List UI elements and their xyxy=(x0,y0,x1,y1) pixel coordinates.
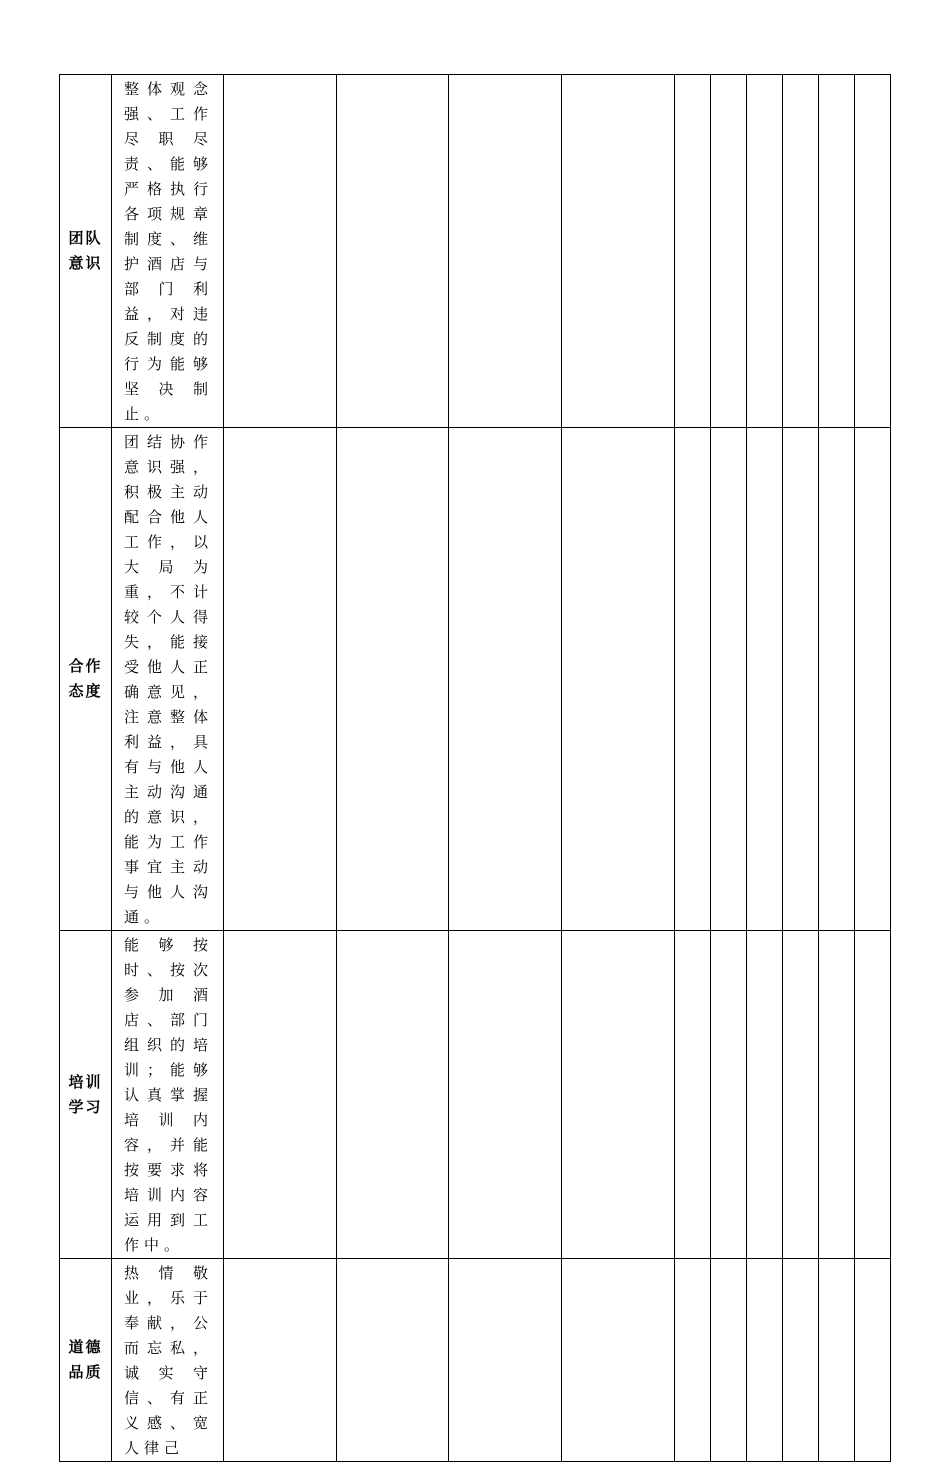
score-cell xyxy=(224,75,337,428)
score-cell xyxy=(711,1259,747,1462)
score-cell xyxy=(819,75,855,428)
criteria-description: 整体观念强、工作尽职尽责、能够严格执行各项规章制度、维护酒店与部门利益，对违反制度的行为能够坚决制止。 xyxy=(124,80,213,423)
score-cell xyxy=(711,931,747,1259)
score-cell xyxy=(711,75,747,428)
score-cell xyxy=(783,75,819,428)
score-cell xyxy=(783,931,819,1259)
score-cell xyxy=(783,428,819,931)
score-cell xyxy=(224,1259,337,1462)
criteria-description: 能够按时、按次参加酒店、部门组织的培训；能够认真掌握培训内容，并能按要求将培训内容运用到工作中。 xyxy=(124,936,213,1254)
score-cell xyxy=(855,1259,891,1462)
score-cell xyxy=(819,931,855,1259)
table-row xyxy=(60,75,891,428)
score-cell xyxy=(337,1259,449,1462)
category-cell xyxy=(60,75,112,428)
score-cell xyxy=(562,931,675,1259)
score-cell xyxy=(449,1259,562,1462)
score-cell xyxy=(224,931,337,1259)
table-row xyxy=(60,931,891,1259)
category-label: 道德品质 xyxy=(68,1338,103,1381)
score-cell xyxy=(675,428,711,931)
category-cell xyxy=(60,428,112,931)
score-cell xyxy=(224,428,337,931)
description-cell xyxy=(112,428,224,931)
score-cell xyxy=(711,428,747,931)
score-cell xyxy=(855,75,891,428)
score-cell xyxy=(675,931,711,1259)
category-cell xyxy=(60,1259,112,1462)
criteria-description: 热情敬业，乐于奉献，公而忘私，诚实守信、有正义感、宽人律己 xyxy=(124,1264,213,1457)
score-cell xyxy=(562,75,675,428)
score-cell xyxy=(819,1259,855,1462)
category-label: 合作态度 xyxy=(68,657,103,700)
category-label: 团队意识 xyxy=(68,229,103,272)
score-cell xyxy=(747,1259,783,1462)
score-cell xyxy=(449,75,562,428)
description-cell xyxy=(112,931,224,1259)
score-cell xyxy=(747,931,783,1259)
score-cell xyxy=(562,1259,675,1462)
score-cell xyxy=(783,1259,819,1462)
score-cell xyxy=(337,428,449,931)
table-row xyxy=(60,428,891,931)
score-cell xyxy=(337,931,449,1259)
score-cell xyxy=(855,931,891,1259)
score-cell xyxy=(449,931,562,1259)
score-cell xyxy=(675,75,711,428)
score-cell xyxy=(675,1259,711,1462)
score-cell xyxy=(747,428,783,931)
score-cell xyxy=(747,75,783,428)
score-cell xyxy=(855,428,891,931)
category-label: 培训学习 xyxy=(68,1072,103,1116)
description-cell xyxy=(112,75,224,428)
score-cell xyxy=(449,428,562,931)
score-cell xyxy=(819,428,855,931)
evaluation-table xyxy=(59,74,891,1462)
description-cell xyxy=(112,1259,224,1462)
category-cell xyxy=(60,931,112,1259)
score-cell xyxy=(562,428,675,931)
score-cell xyxy=(337,75,449,428)
table-row xyxy=(60,1259,891,1462)
criteria-description: 团结协作意识强，积极主动配合他人工作，以大局为重，不计较个人得失，能接受他人正确意见，注意整体利益，具有与他人主动沟通的意识，能为工作事宜主动与他人沟通。 xyxy=(124,433,213,926)
